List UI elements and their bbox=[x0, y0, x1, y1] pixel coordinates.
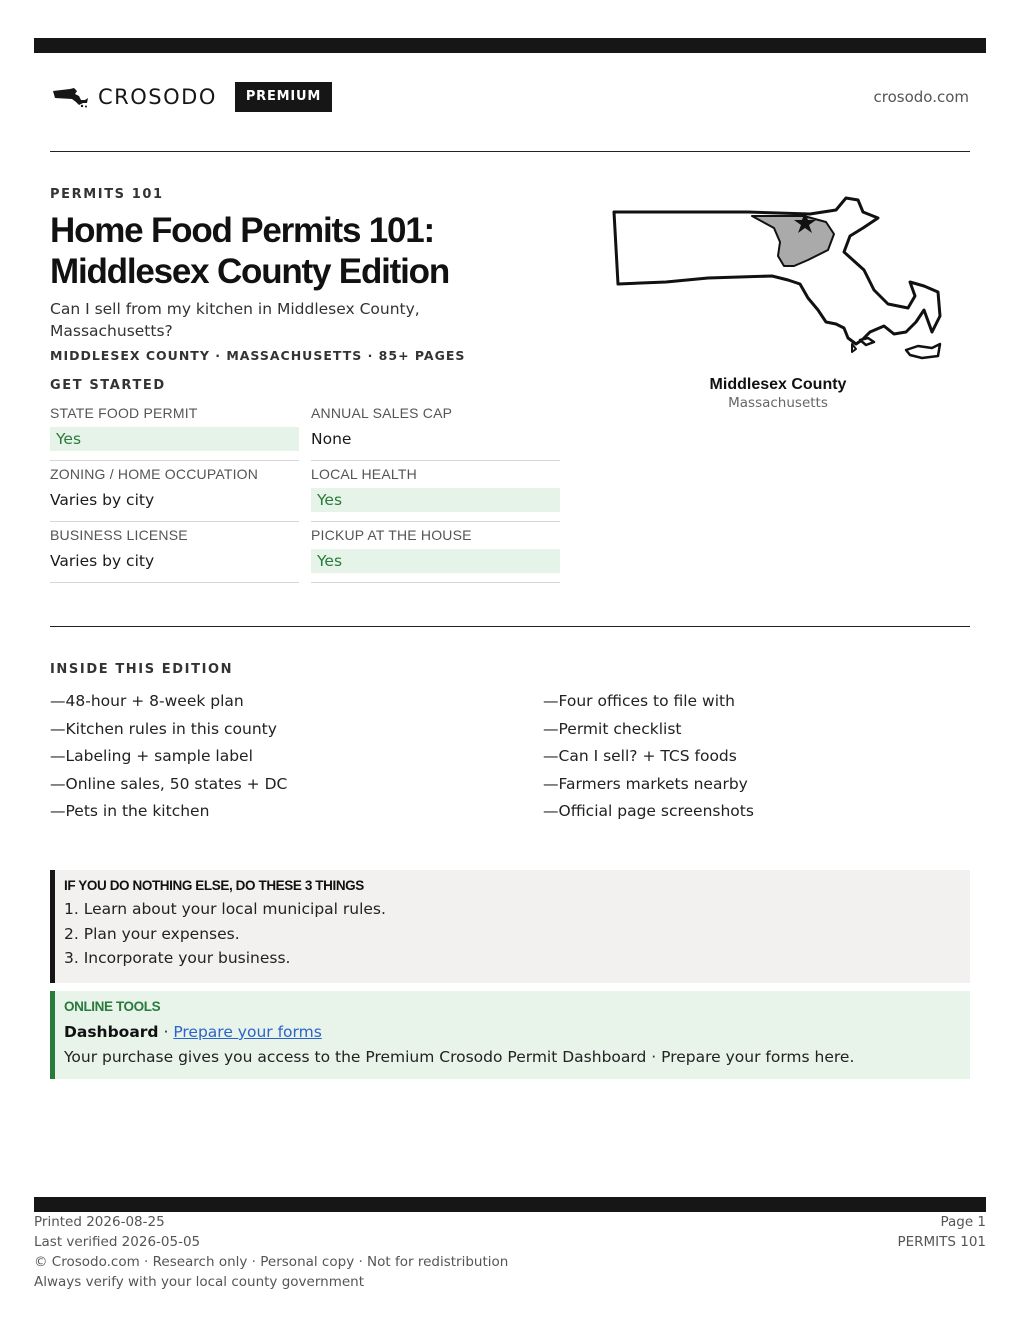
summary-value: Yes bbox=[311, 549, 560, 573]
tools-description: Your purchase gives you access to the Premium Crosodo Permit Dashboard · Prepare your forms here. bbox=[64, 1048, 855, 1066]
brand-name: CROSODO bbox=[98, 85, 217, 109]
meta-line: MIDDLESEX COUNTY · MASSACHUSETTS · 85+ PAGES bbox=[50, 348, 466, 363]
summary-value: Varies by city bbox=[50, 491, 155, 509]
map-state-name: Massachusetts bbox=[728, 395, 828, 411]
summary-cell bbox=[50, 400, 299, 461]
list-item: —Labeling + sample label bbox=[50, 747, 253, 765]
list-item: —Kitchen rules in this county bbox=[50, 719, 277, 738]
massachusetts-logo-icon bbox=[52, 84, 90, 110]
summary-value: Varies by city bbox=[50, 552, 155, 570]
list-item: —Permit checklist bbox=[543, 719, 682, 738]
header-divider bbox=[50, 151, 970, 152]
site-url[interactable]: crosodo.com bbox=[873, 88, 969, 106]
list-item: —Four offices to file with bbox=[543, 692, 735, 710]
footer-right bbox=[897, 1212, 986, 1252]
list-item: —Farmers markets nearby bbox=[543, 774, 748, 793]
list-item: —Pets in the kitchen bbox=[50, 802, 210, 820]
summary-label: LOCAL HEALTH bbox=[311, 466, 417, 482]
page-number: Page 1 bbox=[940, 1214, 986, 1230]
summary-cell bbox=[50, 522, 299, 583]
map-county-name: Middlesex County bbox=[709, 376, 847, 393]
page-title bbox=[50, 210, 570, 292]
summary-cell bbox=[311, 522, 560, 583]
list-item: 3. Incorporate your business. bbox=[64, 949, 291, 967]
summary-cell bbox=[311, 461, 560, 522]
contents-list-left bbox=[50, 688, 287, 826]
subtitle: Can I sell from my kitchen in Middlesex County, Massachusetts? bbox=[50, 300, 420, 340]
massachusetts-map-icon bbox=[608, 192, 948, 370]
list-item: —Official page screenshots bbox=[543, 802, 754, 820]
map-caption bbox=[678, 376, 878, 411]
summary-label: PICKUP AT THE HOUSE bbox=[311, 527, 472, 543]
tools-title: ONLINE TOOLS bbox=[64, 999, 161, 1014]
copyright: © Crosodo.com · Research only · Personal copy · Not for redistribution bbox=[34, 1254, 509, 1270]
callout-title: IF YOU DO NOTHING ELSE, DO THESE 3 THINGS bbox=[64, 878, 364, 893]
list-item: —48-hour + 8-week plan bbox=[50, 692, 244, 710]
summary-label: ANNUAL SALES CAP bbox=[311, 405, 453, 421]
top-bar bbox=[34, 38, 986, 53]
contents-list-right bbox=[543, 688, 754, 826]
title-line-1: Home Food Permits 101: bbox=[50, 211, 434, 250]
summary-value: None bbox=[311, 430, 352, 448]
inside-edition-label: INSIDE THIS EDITION bbox=[50, 662, 234, 677]
brand[interactable] bbox=[52, 82, 332, 112]
summary-value: Yes bbox=[50, 427, 299, 451]
disclaimer: Always verify with your local county government bbox=[34, 1274, 364, 1290]
summary-cell bbox=[311, 400, 560, 461]
prepare-forms-link[interactable]: Prepare your forms bbox=[173, 1023, 322, 1041]
premium-badge: PREMIUM bbox=[235, 82, 332, 112]
printed-date: Printed 2026-08-25 bbox=[34, 1214, 165, 1230]
list-item: —Online sales, 50 states + DC bbox=[50, 774, 288, 793]
callout-list bbox=[64, 897, 970, 971]
list-item: 1. Learn about your local municipal rules. bbox=[64, 900, 386, 918]
separator: · bbox=[158, 1023, 174, 1041]
footer-bar bbox=[34, 1197, 986, 1212]
state-map bbox=[608, 192, 948, 370]
online-tools-callout bbox=[50, 991, 970, 1079]
summary-label: ZONING / HOME OCCUPATION bbox=[50, 466, 259, 482]
summary-cell bbox=[50, 461, 299, 522]
footer-section: PERMITS 101 bbox=[897, 1234, 986, 1250]
three-things-callout bbox=[50, 870, 970, 983]
permit-summary-grid bbox=[50, 400, 560, 583]
list-item: —Can I sell? + TCS foods bbox=[543, 747, 737, 765]
section-divider bbox=[50, 626, 970, 627]
get-started-label: GET STARTED bbox=[50, 378, 166, 393]
summary-label: BUSINESS LICENSE bbox=[50, 527, 188, 543]
footer-left bbox=[34, 1212, 508, 1292]
list-item: 2. Plan your expenses. bbox=[64, 924, 240, 943]
summary-label: STATE FOOD PERMIT bbox=[50, 405, 198, 421]
eyebrow: PERMITS 101 bbox=[50, 187, 164, 202]
verified-date: Last verified 2026-05-05 bbox=[34, 1234, 201, 1250]
summary-value: Yes bbox=[311, 488, 560, 512]
dashboard-label: Dashboard bbox=[64, 1023, 159, 1041]
title-line-2: Middlesex County Edition bbox=[50, 252, 449, 291]
tools-dashboard-line bbox=[64, 1020, 970, 1044]
